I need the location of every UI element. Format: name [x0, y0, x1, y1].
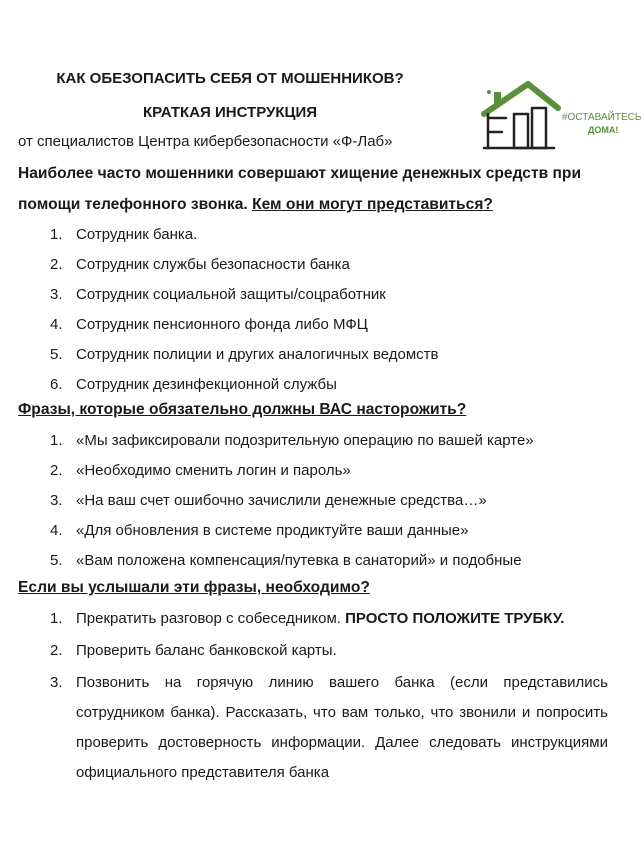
- intro-paragraph: [18, 158, 618, 220]
- list-number: 2.: [50, 256, 63, 273]
- list-number: 2.: [50, 642, 63, 659]
- section-heading-phrases: Фразы, которые обязательно должны ВАС насторожить?: [18, 401, 467, 418]
- list-text: Сотрудник полиции и других аналогичных ведомств: [76, 346, 439, 363]
- list-item: [0, 282, 620, 312]
- list-item: [0, 604, 620, 634]
- list-item: [0, 518, 620, 548]
- actions-list: [0, 604, 620, 790]
- logo-text-top: #ОСТАВАЙТЕСЬ: [562, 112, 642, 123]
- intro-question: Кем они могут представиться?: [252, 196, 493, 213]
- list-text: «Для обновления в системе продиктуйте ваши данные»: [76, 522, 469, 539]
- list-item: [0, 342, 620, 372]
- list-number: 3.: [50, 492, 63, 509]
- list-number: 5.: [50, 346, 63, 363]
- list-text: Позвонить на горячую линию вашего банка (если представились сотрудником банка). Рассказать, что вам только, что звонили и попросить проверить достоверность информации. Далее следовать инструкциями официального представителя банка: [76, 674, 608, 781]
- list-item: [0, 312, 620, 342]
- list-item: [0, 548, 620, 578]
- list-text: «Необходимо сменить логин и пароль»: [76, 462, 351, 479]
- list-text: Проверить баланс банковской карты.: [76, 642, 337, 659]
- list-item: [0, 668, 620, 788]
- list-text: Сотрудник службы безопасности банка: [76, 256, 350, 273]
- list-item: [0, 372, 620, 402]
- list-text: «На ваш счет ошибочно зачислили денежные средства…»: [76, 492, 487, 509]
- list-item: [0, 252, 620, 282]
- list-number: 1.: [50, 226, 63, 243]
- list-number: 4.: [50, 522, 63, 539]
- list-item: [0, 428, 620, 458]
- list-text: «Мы зафиксировали подозрительную операцию по вашей карте»: [76, 432, 534, 449]
- document-title: КАК ОБЕЗОПАСИТЬ СЕБЯ ОТ МОШЕННИКОВ?: [56, 70, 404, 87]
- list-number: 4.: [50, 316, 63, 333]
- intro-text: Наиболее часто мошенники совершают хищение денежных средств при помощи телефонного звонка.: [18, 165, 582, 213]
- list-item: [0, 222, 620, 252]
- warning-phrases-list: [0, 428, 620, 578]
- list-number: 1.: [50, 610, 63, 627]
- stay-home-logo: [476, 78, 642, 154]
- list-number: 5.: [50, 552, 63, 569]
- caller-roles-list: [0, 222, 620, 402]
- list-item: [0, 458, 620, 488]
- list-text: Сотрудник пенсионного фонда либо МФЦ: [76, 316, 368, 333]
- list-number: 2.: [50, 462, 63, 479]
- logo-text-bottom: ДОМА!: [588, 125, 619, 135]
- list-text: Прекратить разговор с собеседником.: [76, 610, 341, 627]
- list-number: 3.: [50, 286, 63, 303]
- list-text: Сотрудник банка.: [76, 226, 198, 243]
- list-item: [0, 488, 620, 518]
- list-text: «Вам положена компенсация/путевка в санаторий» и подобные: [76, 552, 522, 569]
- list-text: Сотрудник социальной защиты/соцработник: [76, 286, 386, 303]
- list-number: 3.: [50, 674, 63, 691]
- list-number: 1.: [50, 432, 63, 449]
- section-heading-actions: Если вы услышали эти фразы, необходимо?: [18, 579, 370, 596]
- list-text-emphasis: ПРОСТО ПОЛОЖИТЕ ТРУБКУ.: [345, 610, 565, 627]
- list-number: 6.: [50, 376, 63, 393]
- document-subtitle-title: КРАТКАЯ ИНСТРУКЦИЯ: [142, 104, 318, 121]
- list-text: Сотрудник дезинфекционной службы: [76, 376, 337, 393]
- list-item: [0, 636, 620, 666]
- document-author-line: от специалистов Центра кибербезопасности «Ф-Лаб»: [18, 133, 393, 150]
